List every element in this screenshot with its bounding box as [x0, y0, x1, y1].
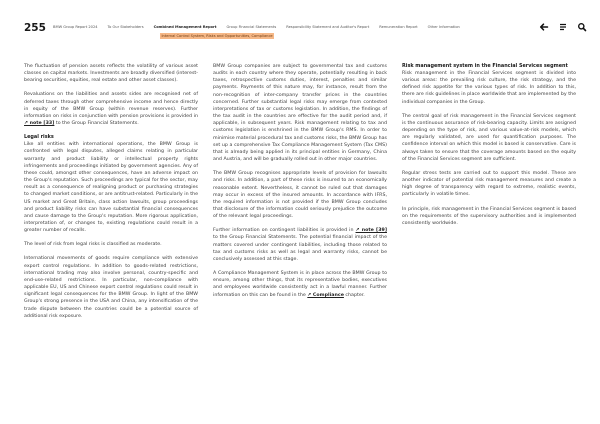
heading-financial-services-risk: Risk management system in the Financial Services segment — [402, 63, 568, 69]
column-middle — [213, 63, 387, 306]
paragraph-export-control: International movements of goods require compliance with extensive export control regulations. In addition to goods-related restrictions, international trading may also involve personal, country-specific and end-use-related restrictions. In particular, non-compliance with applicable EU, US and Chinese export control regulations could result in significant legal consequences for the BMW Group. In light of the BMW Group's strong presence in the USA and China, any intensification of the trade dispute between the countries could be a potential source of additional risk exposure. — [24, 256, 198, 319]
nav-other-information[interactable]: Other Information — [427, 25, 460, 29]
text-segment: to the Group Financial Statements. — [54, 121, 139, 127]
column-right — [402, 63, 576, 234]
nav-group-financial-statements[interactable]: Group Financial Statements — [226, 25, 277, 29]
paragraph-fs-central-goal: The central goal of risk management in the Financial Services segment is the continuous assurance of risk-bearing capacity. Limits are assigned depending on the type of risk, and various value-at-risk models, which are regularly validated, are used for quantification purposes. The confidence interval on which this model is based is conservative. Care is always taken to ensure that the coverage amounts based on the equity of the Financial Services segment are sufficient. — [402, 113, 576, 162]
paragraph-compliance-system — [213, 270, 387, 299]
paragraph-provisions: The BMW Group recognises appropriate levels of provision for lawsuits and risks. In addition, a part of these risks is insured to an economically reasonable extent. Nevertheless, it cannot be ruled out that damages may occur in excess of the insured amounts. In accordance with IFRS, the required information is not provided if the BMW Group concludes that disclosure of the information could seriously prejudice the outcome of the relevant legal proceedings. — [213, 171, 387, 220]
sub-navigation-current-section[interactable]: Internal Control System, Risks and Opportunities, Compliance — [161, 34, 273, 38]
nav-to-our-stakeholders[interactable]: To Our Stakeholders — [107, 25, 144, 29]
nav-bmw-group-report[interactable]: BMW Group Report 2024 — [53, 25, 98, 29]
paragraph-contingent-liabilities — [213, 227, 387, 263]
nav-combined-management-report[interactable]: Combined Management Report — [153, 25, 217, 29]
nav-responsibility-statement[interactable]: Responsibility Statement and Auditor's Report — [286, 25, 370, 29]
paragraph-fs-risk-areas: Risk management in the Financial Services segment is divided into various areas: the prevailing risk culture, the risk strategy, and the defined risk appetite for the various types of risk. In addition to this, there are risk guidelines in place worldwide that are implemented by the individual companies in the Group. — [402, 71, 576, 105]
paragraph-revaluations — [24, 91, 198, 127]
top-navigation — [53, 25, 470, 29]
text-segment: A Compliance Management System is in place across the BMW Group to ensure, among other things, that its representative bodies, executives and employees worldwide consistently act in a lawful manner. Further information on this can be found in the — [213, 271, 387, 298]
page-header — [0, 0, 600, 48]
search-icon[interactable] — [577, 22, 587, 32]
text-segment: Revaluations on the liabilities and assets sides are recognised net of deferred taxes through other comprehensive income and hence directly in equity of the BMW Group (within revenue reserves). Further information on risks in conjunction with pension provisions is provided in — [24, 92, 198, 119]
note-33-link[interactable]: ↗ note [33] — [24, 121, 55, 127]
header-toolbar — [539, 22, 587, 32]
paragraph-legal-disputes: Like all entities with international operations, the BMW Group is confronted with legal disputes, alleged claims relating in particular warranty and product liability or intellectual property rights infringements and proceedings initiated by government agencies. Any of these could, amongst other consequences, have an adverse impact on the Group's reputation. Such proceedings are typical for the sector, may result as a consequence of realigning product or purchasing strategies to changed market conditions, or are antitrust-related. Particularly in the US market and Great Britain, class action lawsuits, group proceedings and product liability risks can have substantial financial consequences and cause damage to the Group's reputation. More rigorous application, interpretation of, or changes to, existing regulations could result in a greater number of recalls. — [24, 142, 198, 234]
text-segment: chapter. — [343, 292, 365, 298]
text-segment: to the Group Financial Statements. The potential financial impact of the matters covered under contingent liabilities, including those related to tax and customs risks as well as legal and warranty risks, cannot be conclusively assessed at this stage. — [213, 235, 387, 262]
compliance-chapter-link[interactable]: ↗ Compliance — [307, 292, 344, 298]
column-left — [24, 63, 198, 327]
heading-legal-risks: Legal risks — [24, 134, 54, 141]
back-arrow-icon[interactable] — [539, 22, 549, 32]
note-39-link[interactable]: ↗ note [39] — [355, 228, 387, 234]
paragraph-legal-risk-level: The level of risk from legal risks is classified as moderate. — [24, 242, 162, 248]
page-number: 255 — [24, 22, 46, 34]
paragraph-supervisory-requirements: In principle, risk management in the Financial Services segment is based on the requirements of the supervisory authorities and is implemented consistently worldwide. — [402, 206, 576, 226]
text-segment: Further information on contingent liabilities is provided in — [213, 228, 356, 234]
nav-remuneration-report[interactable]: Remuneration Report — [379, 25, 418, 29]
paragraph-stress-tests: Regular stress tests are carried out to support this model. These are another indicator of potential risk management measures and create a high degree of transparency with regard to extreme, realistic events, particularly in volatile times. — [402, 170, 576, 198]
paragraph-tax-audits: BMW Group companies are subject to governmental tax and customs audits in each country where they operate, potentially resulting in back taxes, retrospective customs duties, interest, penalties and similar payments. Payments of this nature may, for instance, result from the non-recognition of inter-company transfer prices in the countries concerned. Further substantial legal risks may emerge from contested interpretations of tax or customs legislation. In addition, the findings of the tax audit in the countries are effective for the audit period and, if applicable, in subsequent years. Risk management relating to tax and customs legislation is enshrined in the BMW Group's RMS. In order to minimise material procedural tax and customs risks, the BMW Group has set up a comprehensive Tax Compliance Management System (Tax CMS) that is already being applied in its principal entities in Germany, China and Austria, and will be gradually rolled out in other major countries. — [213, 64, 387, 163]
menu-icon[interactable] — [558, 22, 568, 32]
paragraph-pension-assets: The fluctuation of pension assets reflects the volatility of various asset classes on capital markets. Investments are broadly diversified (interest-bearing securities, equities, real estate and other asset classes). — [24, 64, 198, 84]
